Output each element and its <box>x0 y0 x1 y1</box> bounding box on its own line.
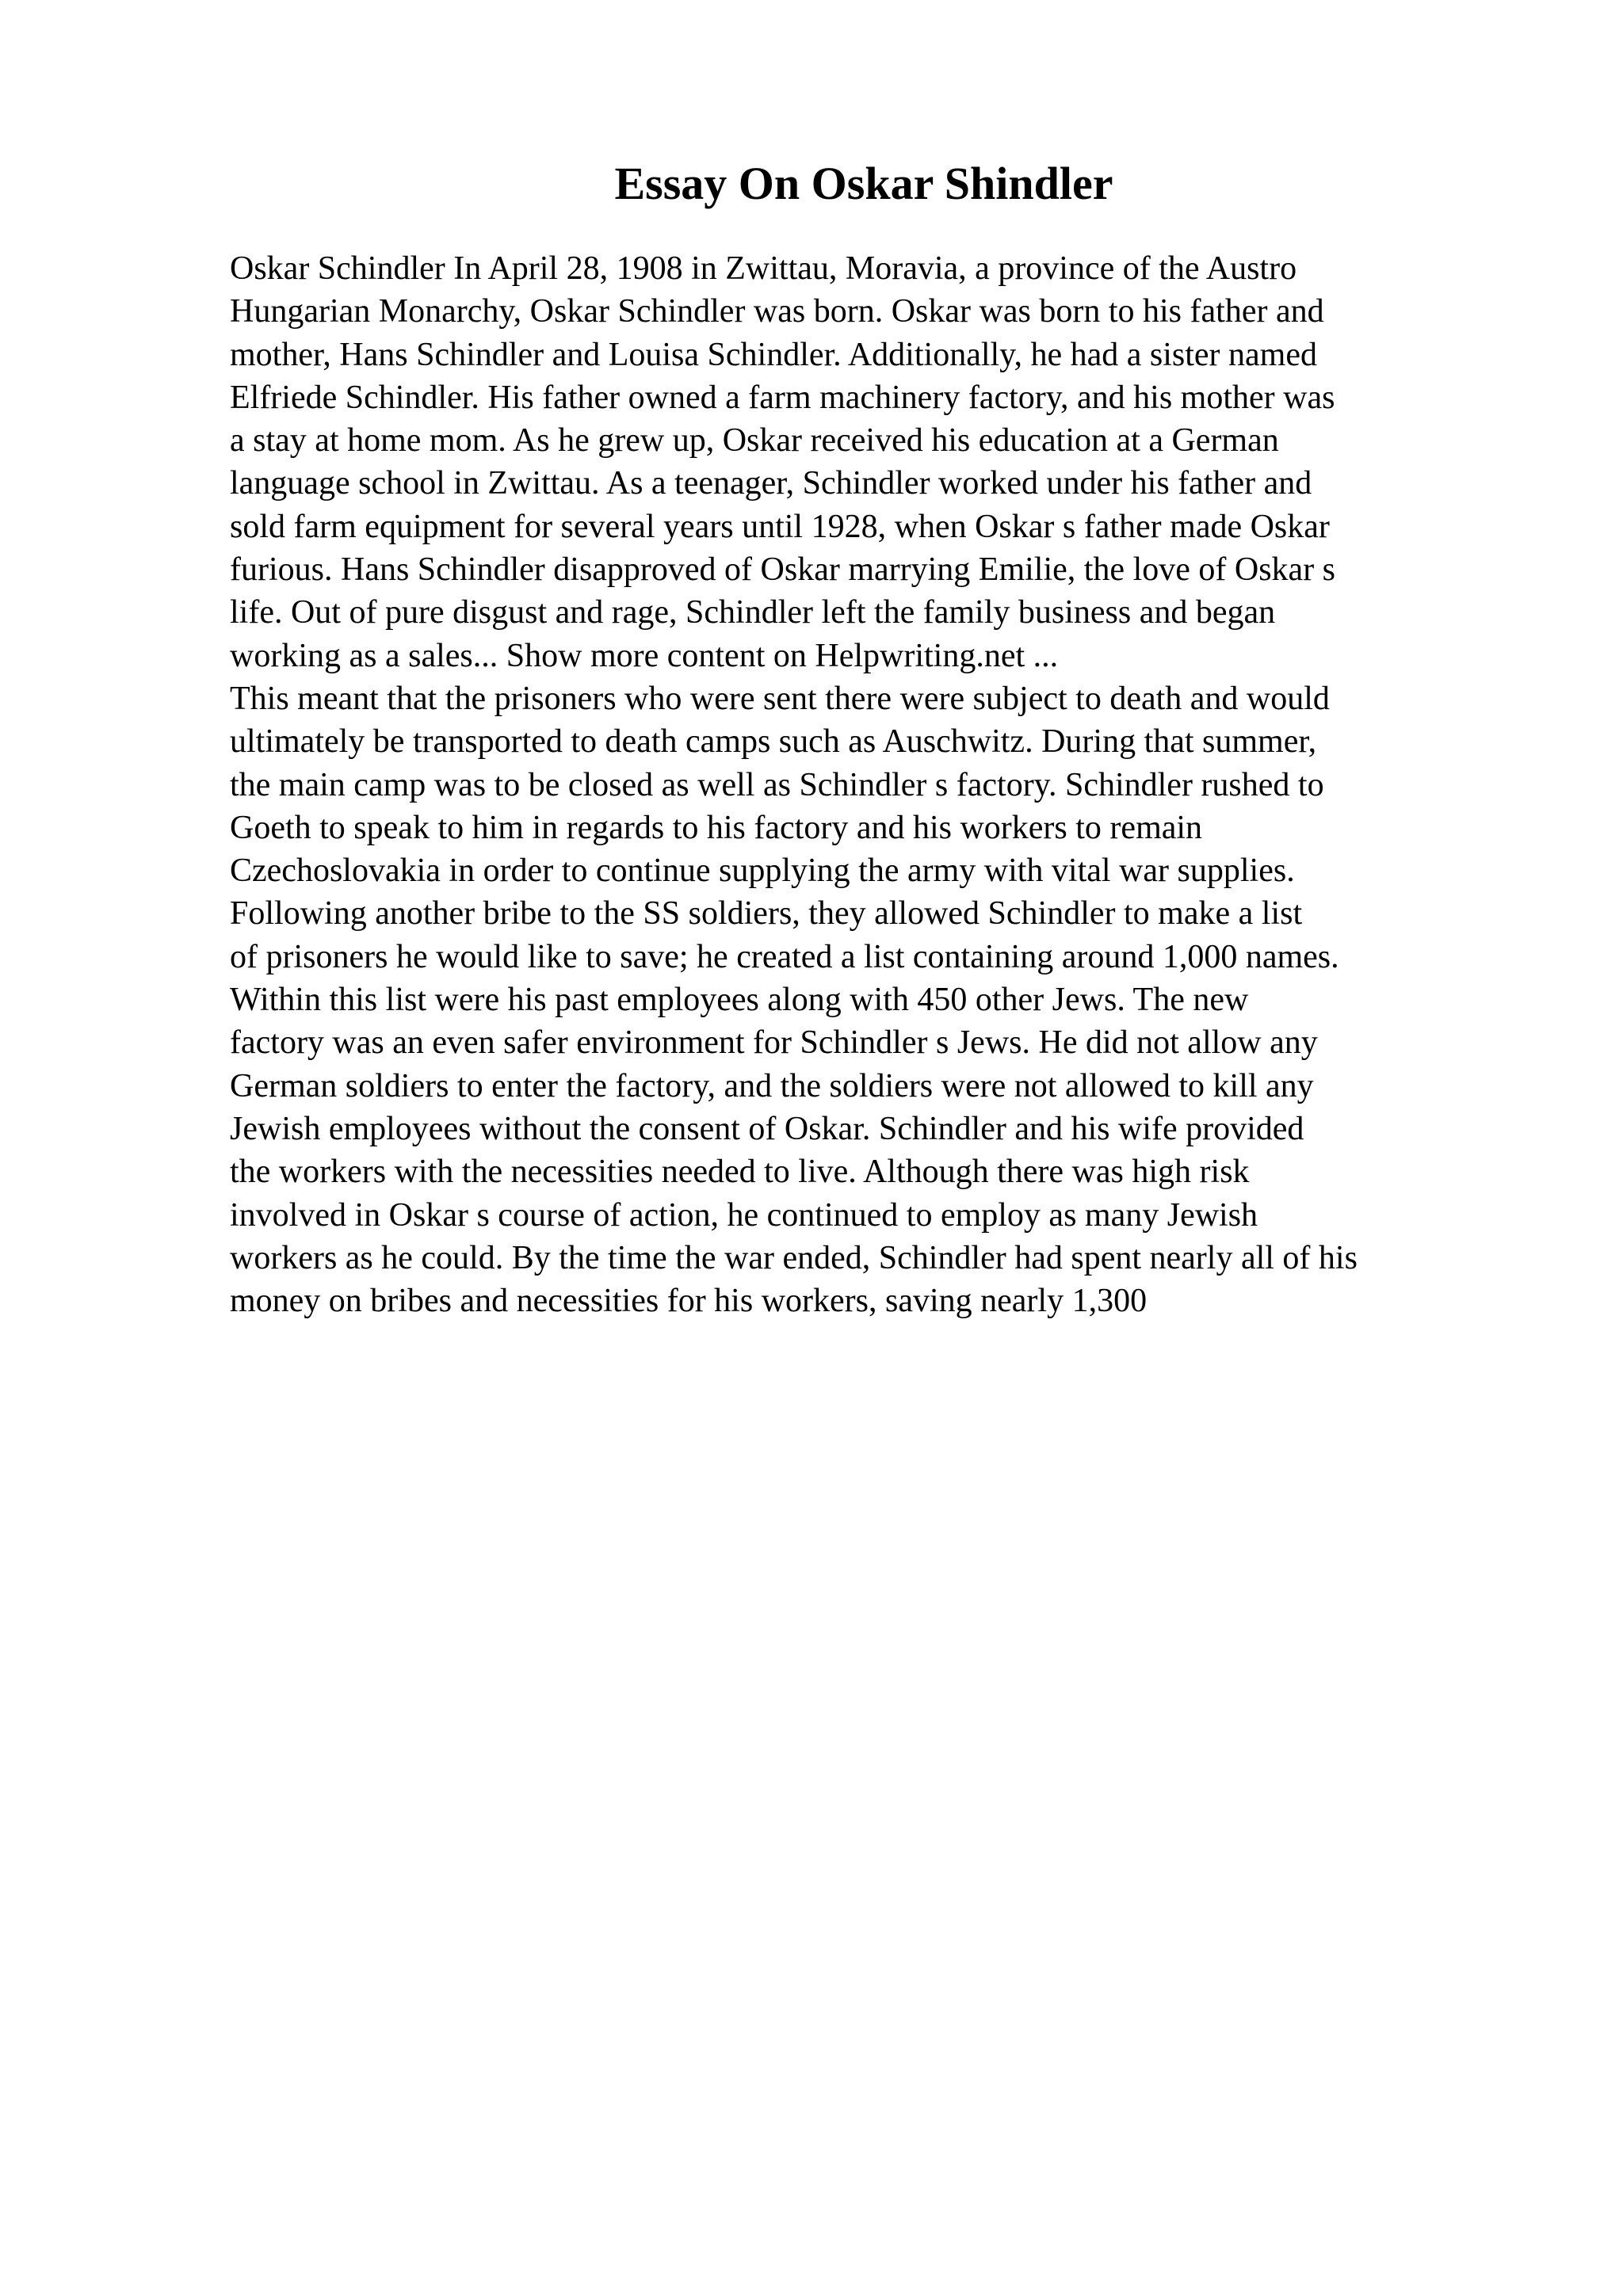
text-line: money on bribes and necessities for his workers, saving nearly 1,300 <box>230 1283 1148 1320</box>
text-line: of prisoners he would like to save; he created a list containing around 1,000 names. <box>230 938 1339 975</box>
text-line: the main camp was to be closed as well as Schindler s factory. Schindler rushed to <box>230 766 1324 803</box>
text-line: working as a sales... Show more content on Helpwriting.net ... <box>230 637 1059 674</box>
text-line: sold farm equipment for several years until 1928, when Oskar s father made Oskar <box>230 508 1330 545</box>
text-line: Goeth to speak to him in regards to his factory and his workers to remain <box>230 809 1203 846</box>
text-line: German soldiers to enter the factory, and the soldiers were not allowed to kill any <box>230 1067 1314 1104</box>
text-line: Following another bribe to the SS soldiers, they allowed Schindler to make a list <box>230 895 1303 933</box>
text-line: Elfriede Schindler. His father owned a farm machinery factory, and his mother was <box>230 379 1335 416</box>
text-line: workers as he could. By the time the war ended, Schindler had spent nearly all of his <box>230 1239 1358 1276</box>
text-line: Czechoslovakia in order to continue supplying the army with vital war supplies. <box>230 852 1295 890</box>
text-line: mother, Hans Schindler and Louisa Schindler. Additionally, he had a sister named <box>230 336 1317 373</box>
text-line: Within this list were his past employees along with 450 other Jews. The new <box>230 982 1249 1019</box>
text-line: involved in Oskar s course of action, he continued to employ as many Jewish <box>230 1196 1258 1234</box>
text-line: a stay at home mom. As he grew up, Oskar received his education at a German <box>230 422 1279 460</box>
text-line: Hungarian Monarchy, Oskar Schindler was born. Oskar was born to his father and <box>230 293 1324 330</box>
text-line: the workers with the necessities needed to live. Although there was high risk <box>230 1154 1250 1191</box>
essay-body <box>230 247 1498 1322</box>
text-line: furious. Hans Schindler disapproved of Oskar marrying Emilie, the love of Oskar s <box>230 551 1336 589</box>
page-title: Essay On Oskar Shindler <box>614 158 1113 209</box>
text-line: Oskar Schindler In April 28, 1908 in Zwittau, Moravia, a province of the Austro <box>230 250 1297 287</box>
text-line: ultimately be transported to death camps such as Auschwitz. During that summer, <box>230 723 1317 761</box>
text-line: This meant that the prisoners who were sent there were subject to death and would <box>230 680 1330 717</box>
text-line: Jewish employees without the consent of Oskar. Schindler and his wife provided <box>230 1110 1304 1147</box>
text-line: language school in Zwittau. As a teenager, Schindler worked under his father and <box>230 465 1312 502</box>
text-line: life. Out of pure disgust and rage, Schindler left the family business and began <box>230 594 1276 631</box>
text-line: factory was an even safer environment for Schindler s Jews. He did not allow any <box>230 1024 1318 1062</box>
